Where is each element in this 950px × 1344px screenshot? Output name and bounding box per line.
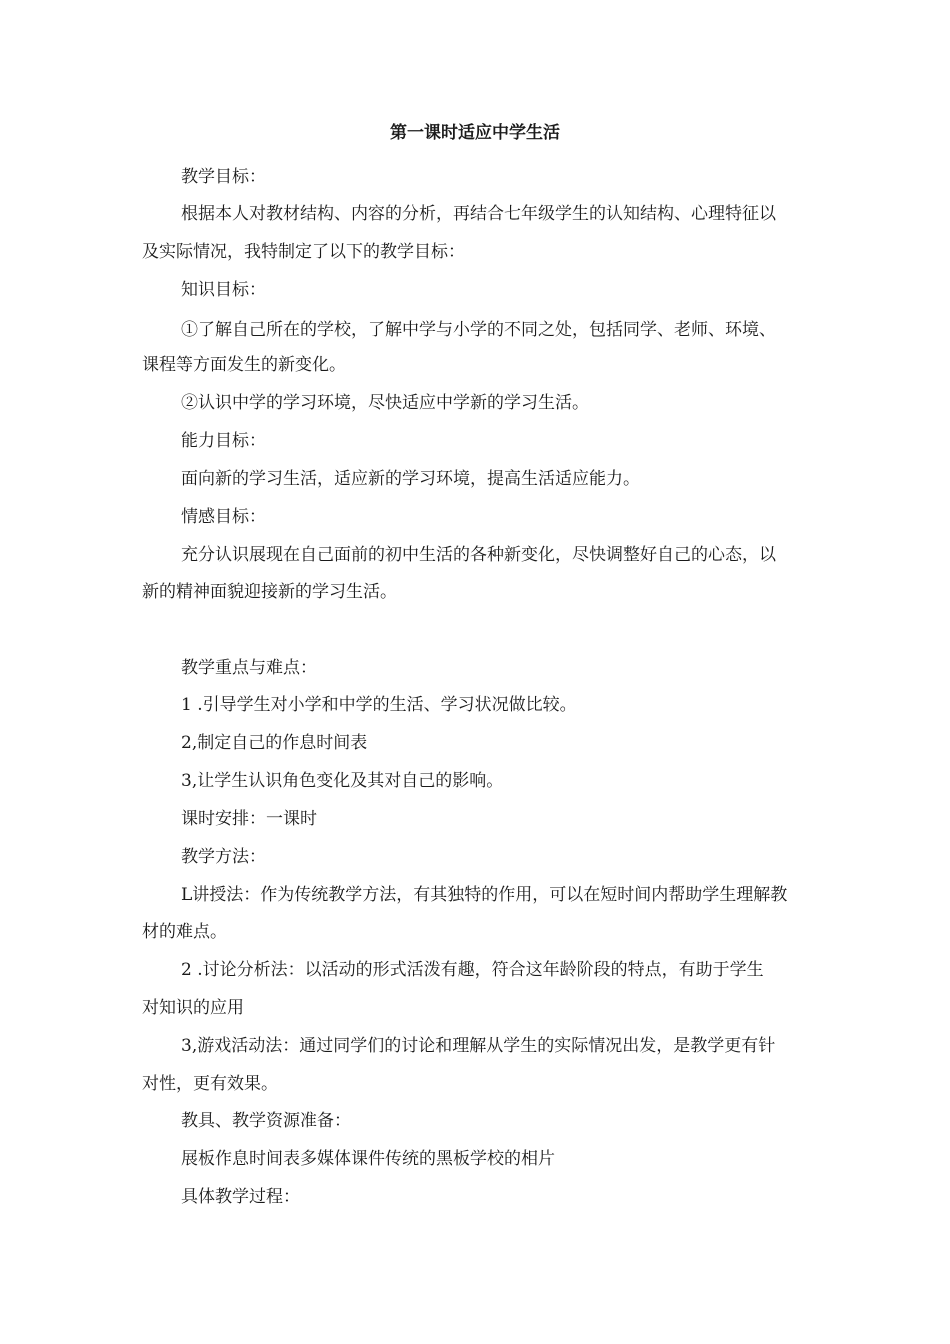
paragraph-line: ②认识中学的学习环境，尽快适应中学新的学习生活。: [181, 393, 589, 413]
list-item: 3,让学生认识角色变化及其对自己的影响。: [181, 771, 504, 791]
list-item: 2,制定自己的作息时间表: [181, 733, 368, 753]
paragraph-line: 课程等方面发生的新变化。: [142, 355, 346, 375]
heading-resources: 教具、教学资源准备：: [181, 1111, 351, 1131]
heading-teaching-process: 具体教学过程：: [181, 1187, 300, 1207]
list-item: L讲授法：作为传统教学方法，有其独特的作用，可以在短时间内帮助学生理解教: [181, 885, 788, 905]
document-title: 第一课时适应中学生活: [390, 123, 560, 143]
list-item: 2 .讨论分析法：以活动的形式活泼有趣，符合这年龄阶段的特点，有助于学生: [181, 960, 764, 980]
heading-knowledge-goals: 知识目标：: [181, 280, 266, 300]
heading-key-points: 教学重点与难点：: [181, 658, 317, 678]
list-item: 3,游戏活动法：通过同学们的讨论和理解从学生的实际情况出发，是教学更有针: [181, 1036, 776, 1056]
paragraph-line: 及实际情况，我特制定了以下的教学目标：: [142, 242, 465, 262]
heading-teaching-goals: 教学目标：: [181, 167, 266, 187]
heading-ability-goals: 能力目标：: [181, 431, 266, 451]
paragraph-line: 新的精神面貌迎接新的学习生活。: [142, 582, 397, 602]
paragraph-line: 材的难点。: [142, 922, 227, 942]
heading-teaching-methods: 教学方法：: [181, 847, 266, 867]
paragraph-line: 对知识的应用: [142, 998, 244, 1018]
paragraph-line: 面向新的学习生活，适应新的学习环境，提高生活适应能力。: [181, 469, 640, 489]
class-schedule-line: 课时安排：一课时: [181, 809, 317, 829]
paragraph-line: 对性，更有效果。: [142, 1074, 278, 1094]
list-item: 1 .引导学生对小学和中学的生活、学习状况做比较。: [181, 695, 577, 715]
paragraph-line: 充分认识展现在自己面前的初中生活的各种新变化，尽快调整好自己的心态，以: [181, 545, 776, 565]
heading-emotion-goals: 情感目标：: [181, 507, 266, 527]
paragraph-line: 根据本人对教材结构、内容的分析，再结合七年级学生的认知结构、心理特征以: [181, 204, 776, 224]
paragraph-line: 展板作息时间表多媒体课件传统的黑板学校的相片: [181, 1149, 555, 1169]
paragraph-line: ①了解自己所在的学校，了解中学与小学的不同之处，包括同学、老师、环境、: [181, 320, 776, 340]
